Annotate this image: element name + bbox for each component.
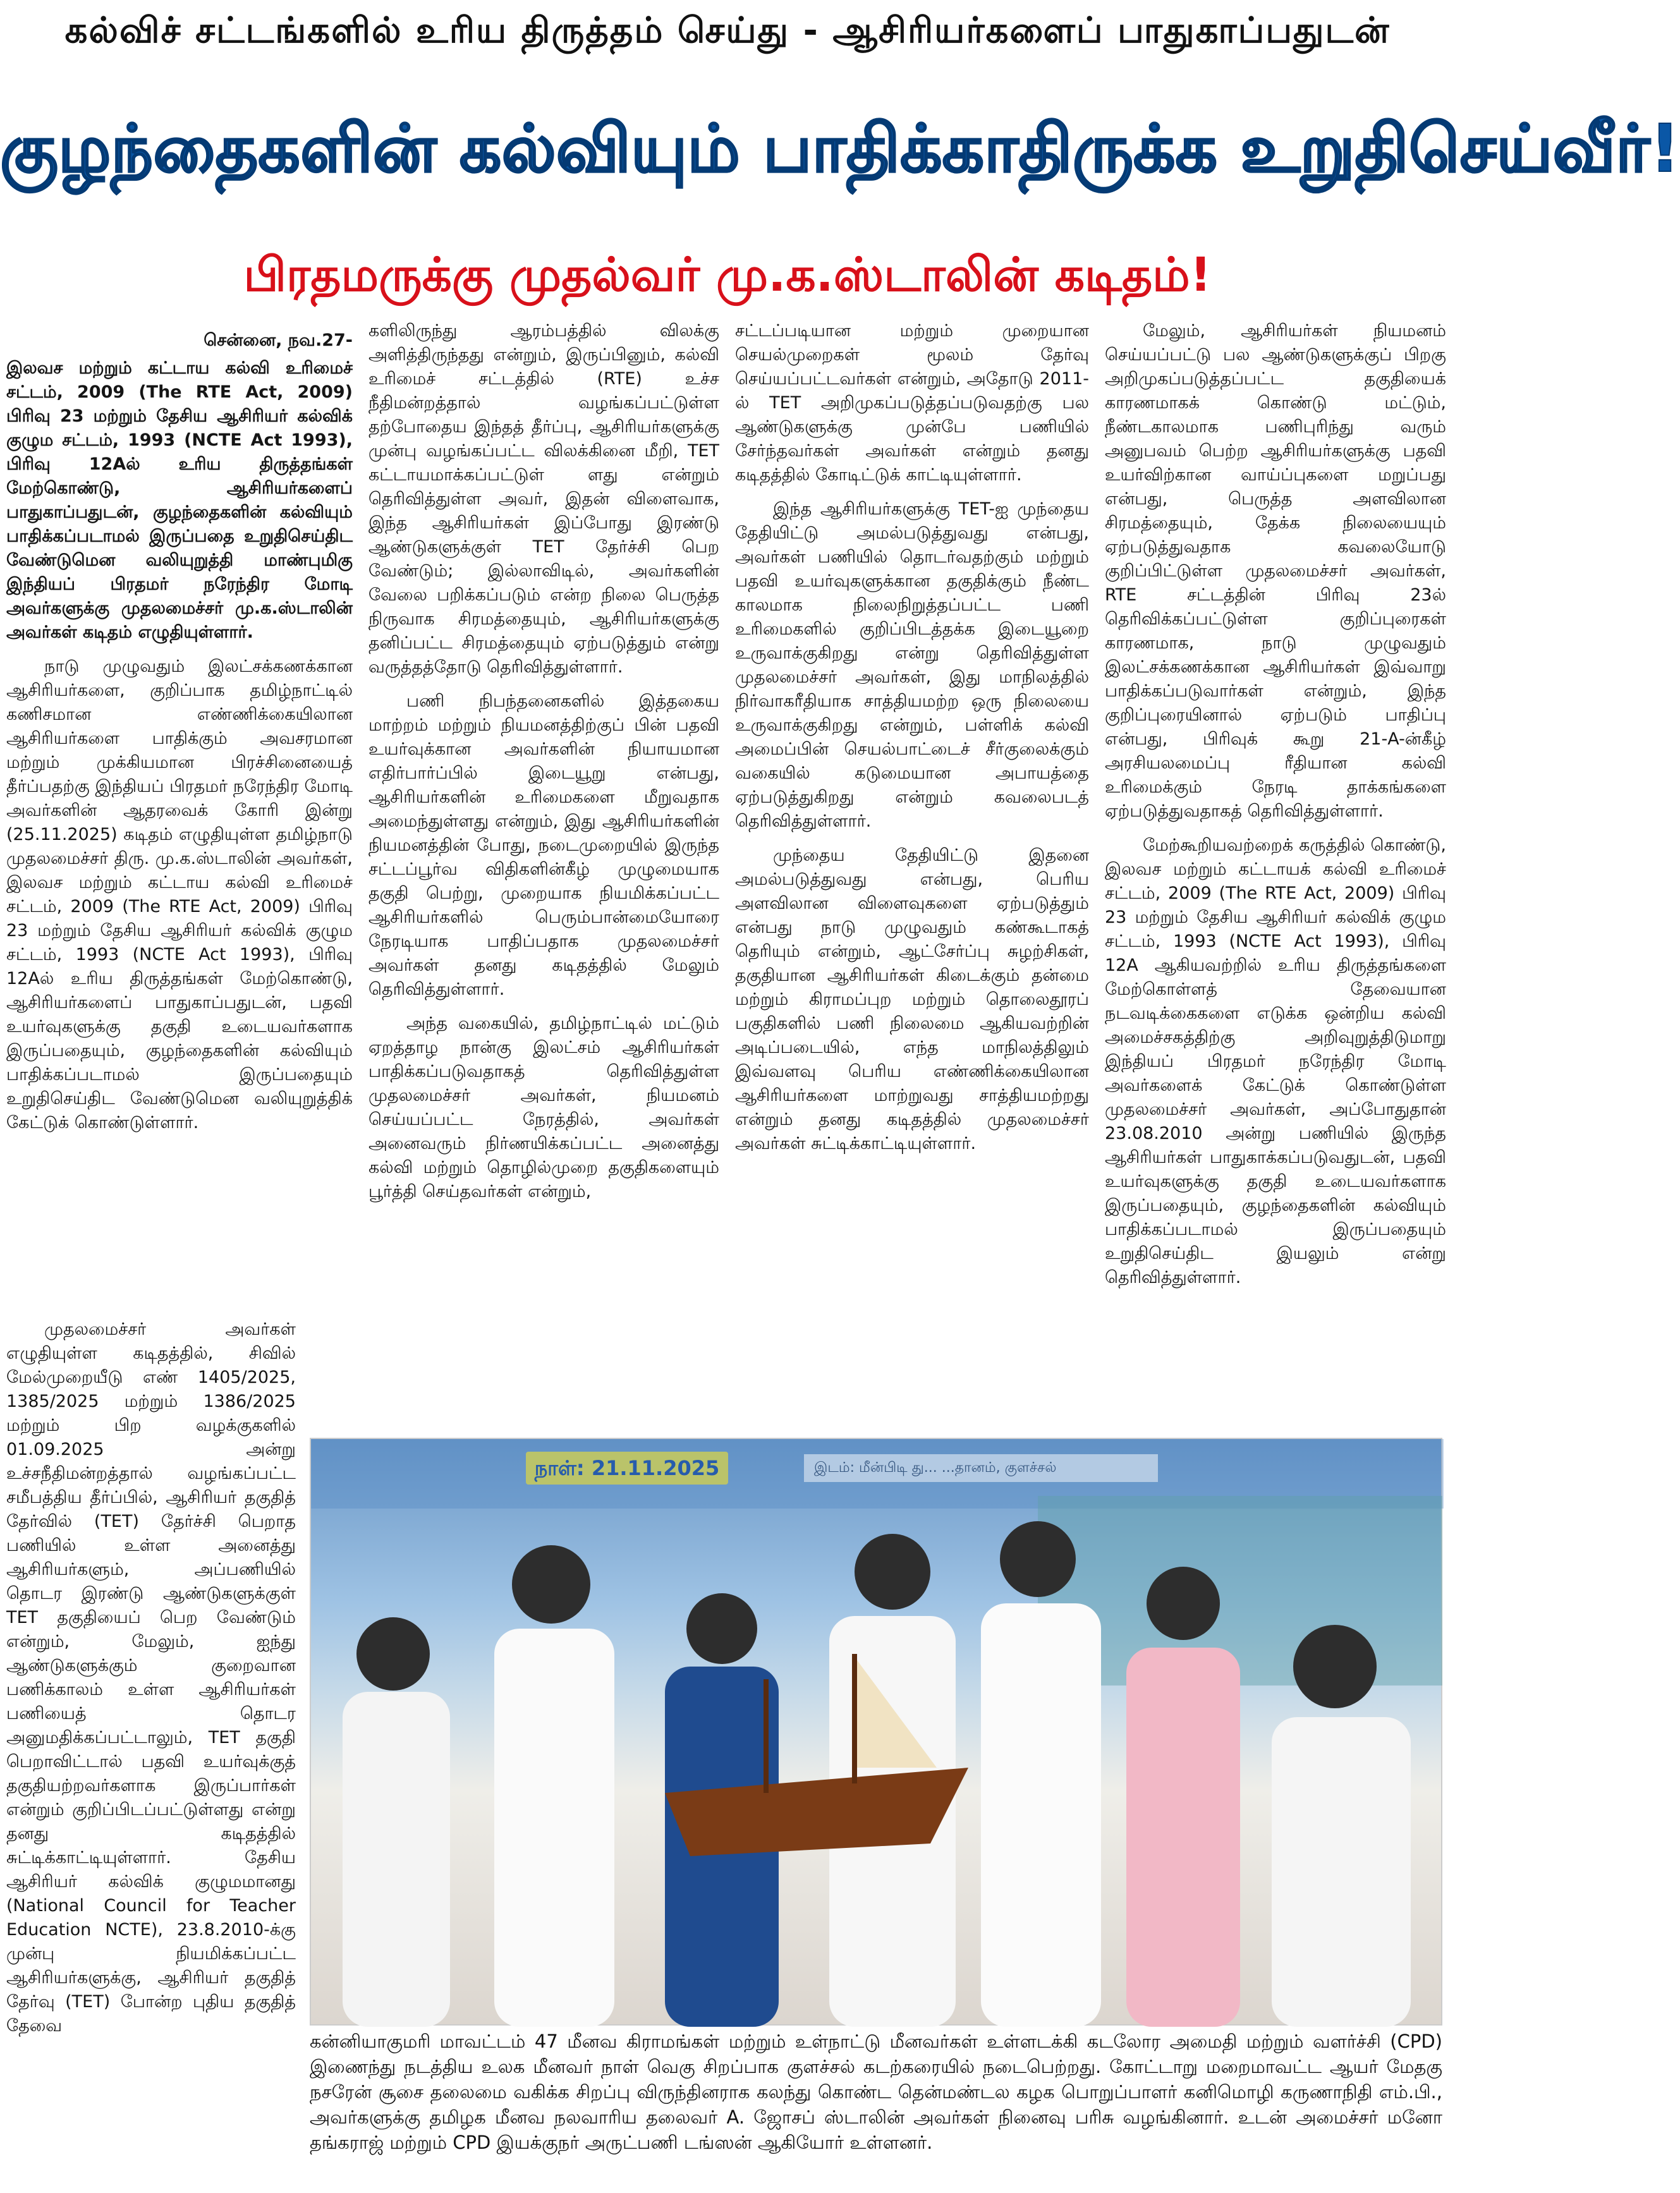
person-head bbox=[356, 1617, 430, 1691]
person-body bbox=[1126, 1648, 1240, 2027]
main-headline: குழந்தைகளின் கல்வியும் பாதிக்காதிருக்க உறுதிசெய்வீர்! bbox=[0, 110, 1680, 187]
article-column-1-continued bbox=[6, 1318, 296, 2187]
person-head bbox=[1293, 1625, 1377, 1708]
body-paragraph: நாடு முழுவதும் இலட்சக்கணக்கான ஆசிரியர்களை, குறிப்பாக தமிழ்நாட்டில் கணிசமான எண்ணிக்கையிலான ஆசிரியர்களை பாதிக்கும் அவசரமான மற்றும் முக்கியமான பிரச்சினையைத் தீர்ப்பதற்கு இந்தியப் பிரதமர் நரேந்திர மோடி அவர்களின் ஆதரவைக் கோரி இன்று (25.11.2025) கடிதம் எழுதியுள்ள தமிழ்நாடு முதலமைச்சர் திரு. மு.க.ஸ்டாலின் அவர்கள், இலவச மற்றும் கட்டாய கல்வி உரிமைச் சட்டம், 2009 (The RTE Act, 2009) பிரிவு 23 மற்றும் தேசிய ஆசிரியர் கல்விக் குழும சட்டம், 1993 (NCTE Act 1993), பிரிவு 12Aல் உரிய திருத்தங்கள் மேற்கொண்டு, ஆசிரியர்களைப் பாதுகாப்பதுடன், பதவி உயர்வுகளுக்கு தகுதி உடையவர்களாக இருப்பதையும், குழந்தைகளின் கல்வியும் பாதிக்கப்படாமல் இருப்பதையும் உறுதிசெய்திட வேண்டுமென வலியுறுத்திக் கேட்டுக் கொண்டுள்ளார். bbox=[6, 657, 353, 1133]
dateline: சென்னை, நவ.27- bbox=[204, 331, 353, 350]
person-head bbox=[686, 1593, 757, 1664]
photo-banner-date: நாள்: 21.11.2025 bbox=[526, 1452, 728, 1485]
photo-scene bbox=[311, 1439, 1444, 2027]
body-paragraph: அந்த வகையில், தமிழ்நாட்டில் மட்டும் ஏறத்தாழ நான்கு இலட்சம் ஆசிரியர்கள் பாதிக்கப்படுவதாகத் தெரிவித்துள்ள முதலமைச்சர் அவர்கள், நியமனம் செய்யப்பட்ட நேரத்தில், அவர்கள் அனைவரும் நிர்ணயிக்கப்பட்ட அனைத்து கல்வி மற்றும் தொழில்முறை தகுதிகளையும் பூர்த்தி செய்தவர்கள் என்றும், bbox=[368, 1014, 719, 1201]
body-paragraph: சட்டப்படியான மற்றும் முறையான செயல்முறைகள் மூலம் தேர்வு செய்யப்பட்டவர்கள் என்றும், அதோடு 2011-ல் TET அறிமுகப்படுத்தப்படுவதற்கு பல ஆண்டுகளுக்கு முன்பே பணியில் சேர்ந்தவர்கள் அவர்கள் என்றும் தனது கடிதத்தில் கோடிட்டுக் காட்டியுள்ளார். bbox=[735, 321, 1089, 485]
body-paragraph: முந்தைய தேதியிட்டு இதனை அமல்படுத்துவது என்பது, பெரிய அளவிலான விளைவுகளை ஏற்படுத்தும் என்பது நாடு முழுவதும் கண்கூடாகத் தெரியும் என்றும், ஆட்சேர்ப்பு சுழற்சிகள், தகுதியான ஆசிரியர்கள் கிடைக்கும் தன்மை மற்றும் கிராமப்புற மற்றும் தொலைதூரப் பகுதிகளில் பணி நிலைமை ஆகியவற்றின் அடிப்படையில், எந்த மாநிலத்திலும் இவ்வளவு பெரிய எண்ணிக்கையிலான ஆசிரியர்களை மாற்றுவது சாத்தியமற்றது என்றும் தனது கடிதத்தில் முதலமைச்சர் அவர்கள் சுட்டிக்காட்டியுள்ளார். bbox=[735, 846, 1089, 1153]
person-body bbox=[343, 1692, 450, 2027]
person-body bbox=[981, 1603, 1101, 2027]
body-paragraph: பணி நிபந்தனைகளில் இத்தகைய மாற்றம் மற்றும் நியமனத்திற்குப் பின் பதவி உயர்வுக்கான அவர்களின் நியாயமான எதிர்பார்ப்பில் இடையூறு என்பது, ஆசிரியர்களின் உரிமைகளை மீறுவதாக அமைந்துள்ளது என்றும், இது ஆசிரியர்களின் நியமனத்தின் போது, நடைமுறையில் இருந்த சட்டப்பூர்வ விதிகளின்கீழ் முழுமையாக தகுதி பெற்று, முறையாக நியமிக்கப்பட்ட ஆசிரியர்களில் பெரும்பான்மையோரை நேரடியாக பாதிப்பதாக முதலமைச்சர் அவர்கள் தனது கடிதத்தில் மேலும் தெரிவித்துள்ளார். bbox=[368, 691, 719, 999]
body-paragraph: மேற்கூறியவற்றைக் கருத்தில் கொண்டு, இலவச மற்றும் கட்டாயக் கல்வி உரிமைச் சட்டம், 2009 (The RTE Act, 2009) பிரிவு 23 மற்றும் தேசிய ஆசிரியர் கல்விக் குழும சட்டம், 1993 (NCTE Act 1993), பிரிவு 12A ஆகியவற்றில் உரிய திருத்தங்களை மேற்கொள்ளத் தேவையான நடவடிக்கைகளை எடுக்க ஒன்றிய கல்வி அமைச்சகத்திற்கு அறிவுறுத்திடுமாறு இந்தியப் பிரதமர் நரேந்திர மோடி அவர்களைக் கேட்டுக் கொண்டுள்ள முதலமைச்சர் அவர்கள், அப்போதுதான் 23.08.2010 அன்று பணியில் இருந்த ஆசிரியர்கள் பாதுகாக்கப்படுவதுடன், பதவி உயர்வுகளுக்கு தகுதி உடையவர்களாக இருப்பதையும், குழந்தைகளின் கல்வியும் பாதிக்கப்படாமல் இருப்பதையும் உறுதிசெய்திட இயலும் என்று தெரிவித்துள்ளார். bbox=[1105, 835, 1446, 1287]
article-column-2 bbox=[368, 319, 719, 1409]
kicker-headline: கல்விச் சட்டங்களில் உரிய திருத்தம் செய்து - ஆசிரியர்களைப் பாதுகாப்பதுடன் bbox=[64, 10, 1391, 51]
article-column-4 bbox=[1105, 319, 1446, 1409]
event-photo bbox=[310, 1438, 1442, 2026]
person-head bbox=[512, 1545, 590, 1624]
person-head bbox=[855, 1534, 930, 1610]
photo-banner-place: இடம்: மீன்பிடி து... ...தானம், குளச்சல் bbox=[804, 1454, 1158, 1482]
person-head bbox=[1000, 1521, 1076, 1597]
person-body bbox=[1272, 1717, 1411, 2027]
person-head bbox=[1147, 1567, 1220, 1640]
article-column-1 bbox=[6, 329, 353, 1315]
body-paragraph: களிலிருந்து ஆரம்பத்தில் விலக்கு அளித்திருந்தது என்றும், இருப்பினும், கல்வி உரிமைச் சட்டத்தில் (RTE) உச்ச நீதிமன்றத்தால் வழங்கப்பட்டுள்ள தற்போதைய இந்தத் தீர்ப்பு, ஆசிரியர்களுக்கு முன்பு வழங்கப்பட்ட விலக்கினை மீறி, TET கட்டாயமாக்கப்பட்டுள் ளது என்றும் தெரிவித்துள்ள அவர், இதன் விளைவாக, இந்த ஆசிரியர்கள் இப்போது இரண்டு ஆண்டுகளுக்குள் TET தேர்ச்சி பெற வேண்டும்; இல்லாவிடில், அவர்களின் வேலை பறிக்கப்படும் என்ற நிலை பெருத்த நிருவாக சிரமத்தையும், ஆசிரியர்களுக்கு தனிப்பட்ட சிரமத்தையும் ஏற்படுத்தும் என்று வருத்தத்தோடு தெரிவித்துள்ளார். bbox=[368, 321, 719, 677]
article-column-3 bbox=[735, 319, 1089, 1409]
photo-caption: கன்னியாகுமரி மாவட்டம் 47 மீனவ கிராமங்கள் மற்றும் உள்நாட்டு மீனவர்கள் உள்ளடக்கி கடலோர அமைதி மற்றும் வளர்ச்சி (CPD) இணைந்து நடத்திய உலக மீனவர் நாள் வெகு சிறப்பாக குளச்சல் கடற்கரையில் நடைபெற்றது. கோட்டாறு மறைமாவட்ட ஆயர் மேதகு நசரேன் சூசை தலைமை வகிக்க சிறப்பு விருந்தினராக கலந்து கொண்ட தென்மண்டல கழக பொறுப்பாளர் கனிமொழி கருணாநிதி எம்.பி., அவர்களுக்கு தமிழக மீனவ நலவாரிய தலைவர் A. ஜோசப் ஸ்டாலின் அவர்கள் நினைவு பரிசு வழங்கினார். உடன் அமைச்சர் மனோ தங்கராஜ் மற்றும் CPD இயக்குநர் அருட்பணி டங்ஸன் ஆகியோர் உள்ளனர். bbox=[310, 2031, 1442, 2153]
person-body bbox=[494, 1629, 614, 2027]
body-paragraph: முதலமைச்சர் அவர்கள் எழுதியுள்ள கடிதத்தில், சிவில் மேல்முறையீடு எண் 1405/2025, 1385/2025 மற்றும் 1386/2025 மற்றும் பிற வழக்குகளில் 01.09.2025 அன்று உச்சநீதிமன்றத்தால் வழங்கப்பட்ட சமீபத்திய தீர்ப்பில், ஆசிரியர் தகுதித் தேர்வில் (TET) தேர்ச்சி பெறாத பணியில் உள்ள அனைத்து ஆசிரியர்களும், அப்பணியில் தொடர இரண்டு ஆண்டுகளுக்குள் TET தகுதியைப் பெற வேண்டும் என்றும், மேலும், ஐந்து ஆண்டுகளுக்கும் குறைவான பணிக்காலம் உள்ள ஆசிரியர்கள் பணியைத் தொடர அனுமதிக்கப்பட்டாலும், TET தகுதி பெறாவிட்டால் பதவி உயர்வுக்குத் தகுதியற்றவர்களாக இருப்பார்கள் என்றும் குறிப்பிடப்பட்டுள்ளது என்று தனது கடிதத்தில் சுட்டிக்காட்டியுள்ளார். தேசிய ஆசிரியர் கல்விக் குழுமமானது (National Council for Teacher Education NCTE), 23.8.2010-க்கு முன்பு நியமிக்கப்பட்ட ஆசிரியர்களுக்கு, ஆசிரியர் தகுதித் தேர்வு (TET) போன்ற புதிய தகுதித் தேவை bbox=[6, 1320, 296, 2036]
body-paragraph: மேலும், ஆசிரியர்கள் நியமனம் செய்யப்பட்டு பல ஆண்டுகளுக்குப் பிறகு அறிமுகப்படுத்தப்பட்ட தகுதியைக் காரணமாகக் கொண்டு மட்டும், நீண்டகாலமாக பணிபுரிந்து வரும் அனுபவம் பெற்ற ஆசிரியர்களுக்கு பதவி உயர்விற்கான வாய்ப்புகளை மறுப்பது என்பது, பெருத்த அளவிலான சிரமத்தையும், தேக்க நிலையையும் ஏற்படுத்துவதாக கவலையோடு குறிப்பிட்டுள்ள முதலமைச்சர் அவர்கள், RTE சட்டத்தின் பிரிவு 23ல் தெரிவிக்கப்பட்டுள்ள குறிப்புரைகள் காரணமாக, நாடு முழுவதும் இலட்சக்கணக்கான ஆசிரியர்கள் இவ்வாறு பாதிக்கப்படுவார்கள் என்றும், இந்த குறிப்புரையினால் ஏற்படும் பாதிப்பு என்பது, பிரிவுக் கூறு 21-A-ன்கீழ் அரசியலமைப்பு ரீதியான கல்வி உரிமைக்கும் நேரடி தாக்கங்களை ஏற்படுத்துவதாகத் தெரிவித்துள்ளார். bbox=[1105, 321, 1446, 821]
lead-paragraph: இலவச மற்றும் கட்டாய கல்வி உரிமைச் சட்டம், 2009 (The RTE Act, 2009) பிரிவு 23 மற்றும் தேசிய ஆசிரியர் கல்விக் குழும சட்டம், 1993 (NCTE Act 1993), பிரிவு 12Aல் உரிய திருத்தங்கள் மேற்கொண்டு, ஆசிரியர்களைப் பாதுகாப்பதுடன், குழந்தைகளின் கல்வியும் பாதிக்கப்படாமல் இருப்பதை உறுதிசெய்திட வேண்டுமென வலியுறுத்தி மாண்புமிகு இந்தியப் பிரதமர் நரேந்திர மோடி அவர்களுக்கு முதலமைச்சர் மு.க.ஸ்டாலின் அவர்கள் கடிதம் எழுதியுள்ளார். bbox=[6, 358, 353, 642]
sub-headline: பிரதமருக்கு முதல்வர் மு.க.ஸ்டாலின் கடிதம்! bbox=[243, 248, 1212, 302]
body-paragraph: இந்த ஆசிரியர்களுக்கு TET-ஐ முந்தைய தேதியிட்டு அமல்படுத்துவது என்பது, அவர்கள் பணியில் தொடர்வதற்கும் மற்றும் பதவி உயர்வுகளுக்கான தகுதிக்கும் நீண்ட காலமாக நிலைநிறுத்தப்பட்ட பணி உரிமைகளில் குறிப்பிடத்தக்க இடையூறை உருவாக்குகிறது என்று தெரிவித்துள்ள முதலமைச்சர் அவர்கள், இது மாநிலத்தில் நிர்வாகரீதியாக சாத்தியமற்ற ஒரு நிலையை உருவாக்குகிறது என்றும், பள்ளிக் கல்வி அமைப்பின் செயல்பாட்டைச் சீர்குலைக்கும் வகையில் கடுமையான அபாயத்தை ஏற்படுத்துகிறது என்றும் கவலைபடத் தெரிவித்துள்ளார். bbox=[735, 499, 1089, 831]
